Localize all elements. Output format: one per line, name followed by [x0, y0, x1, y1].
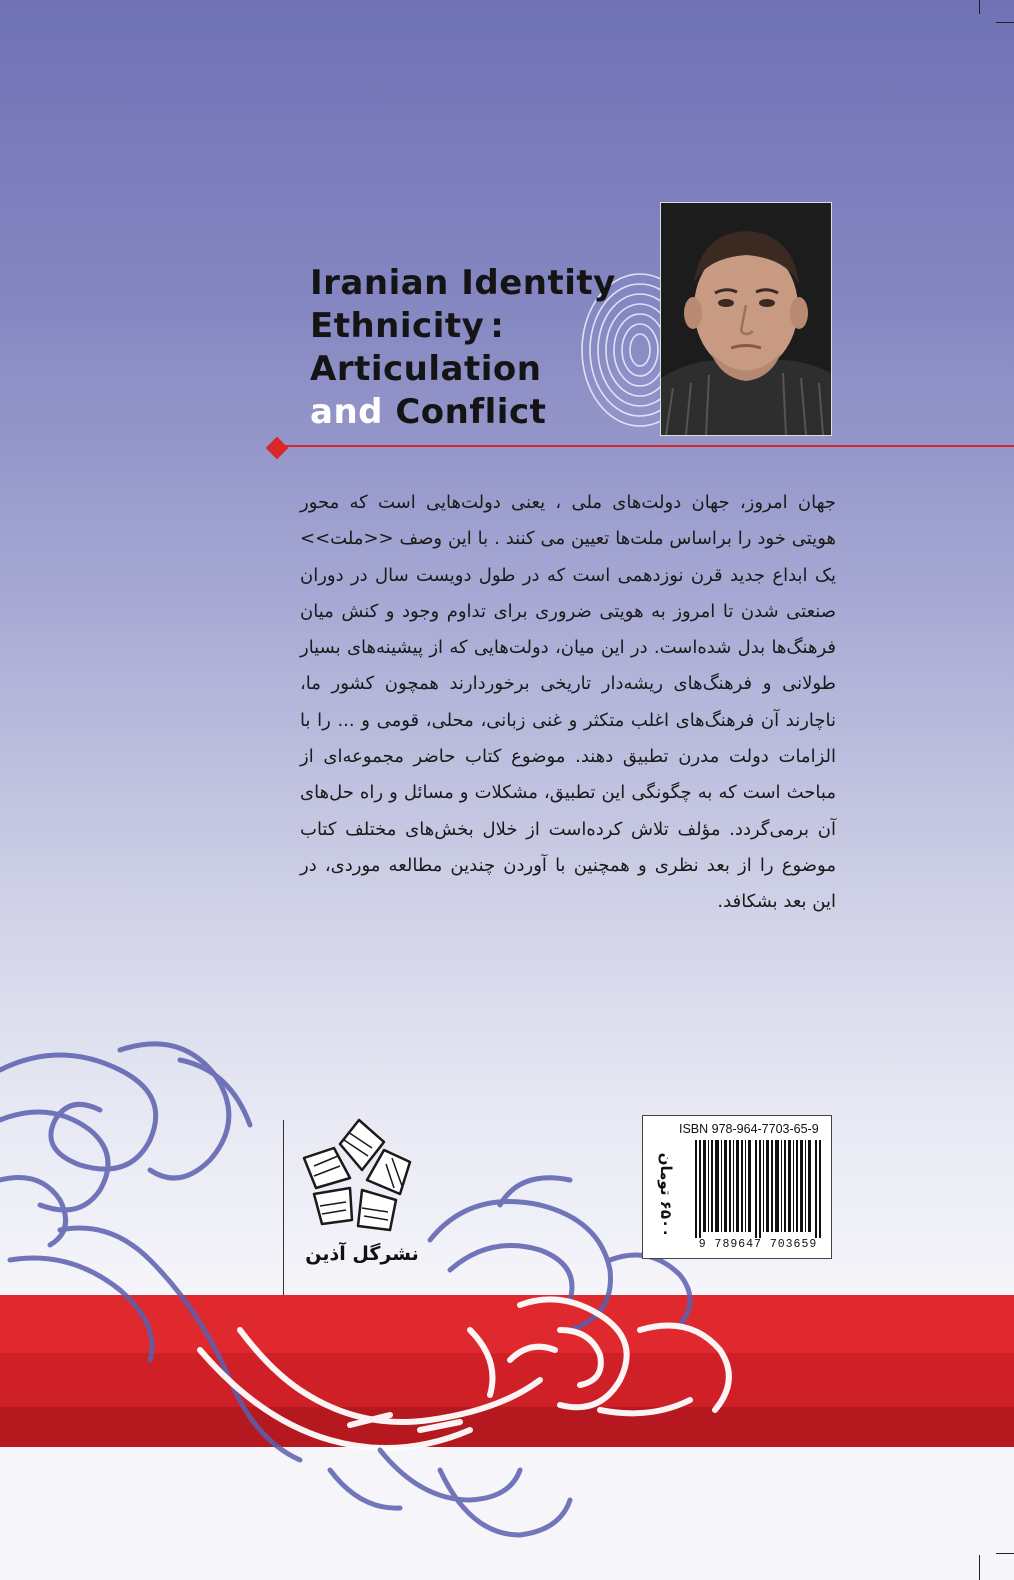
red-diamond-ornament [266, 437, 289, 460]
crop-mark-bottom [979, 1555, 980, 1580]
publisher-divider [283, 1120, 284, 1295]
english-title [310, 262, 616, 434]
title-word-and: and [310, 392, 383, 432]
publisher-name: نشرگل آذین [305, 1243, 419, 1265]
crop-mark-top [979, 0, 980, 14]
author-photo [660, 202, 832, 436]
title-word-conflict: Conflict [395, 392, 547, 432]
isbn-text: ISBN 978-964-7703-65-9 [679, 1122, 819, 1136]
publisher-logo-icon [292, 1112, 427, 1247]
title-colon: : [490, 306, 505, 346]
crop-mark-top-right [996, 22, 1014, 23]
barcode-digits: 9 789647 703659 [698, 1238, 818, 1251]
isbn-barcode-panel [642, 1115, 832, 1259]
title-word-ethnicity: Ethnicity [310, 306, 485, 346]
title-line-1: Iranian Identity [310, 263, 616, 303]
barcode-bars [695, 1140, 821, 1238]
title-line-4 [310, 391, 610, 434]
decorative-swirl-ornament [0, 1030, 760, 1550]
price-text: ۶۵۰۰ تومان [657, 1152, 675, 1238]
book-description: جهان امروز، جهان دولت‌های ملی ، یعنی دولت‌هایی است که محور هویتی خود را براساس ملت‌ها تعیین می کنند . با این وصف <<ملت>> یک ابداع جدید قرن نوزدهمی است که در طول دویست سال در دوران صنعتی شدن تا امروز به هویتی ضروری برای تداوم وجود و کنش میان فرهنگ‌ها بدل شده‌است. در این میان، دولت‌هایی که از پیشینه‌های بسیار طولانی و فرهنگ‌های ریشه‌دار تاریخی برخوردارند همچون کشور ما، ناچارند آن فرهنگ‌های اغلب متکثر و غنی زبانی، محلی، قومی و ... را با الزامات دولت مدرن تطبیق دهند. موضوع کتاب حاضر مجموعه‌ای از مباحث است که به چگونگی این تطبیق، مشکلات و مسائل و راه حل‌های آن برمی‌گردد. مؤلف تلاش کرده‌است از خلال بخش‌های مختلف کتاب موضوع را از بعد نظری و همچنین با آوردن چندین مطالعه موردی، در این بعد بشکافد. [300, 492, 836, 913]
crop-mark-bottom-right [996, 1553, 1014, 1554]
title-line-2 [310, 305, 610, 348]
title-line-3: Articulation [310, 349, 542, 389]
title-divider-line [280, 445, 1014, 447]
price-label [651, 1140, 681, 1250]
